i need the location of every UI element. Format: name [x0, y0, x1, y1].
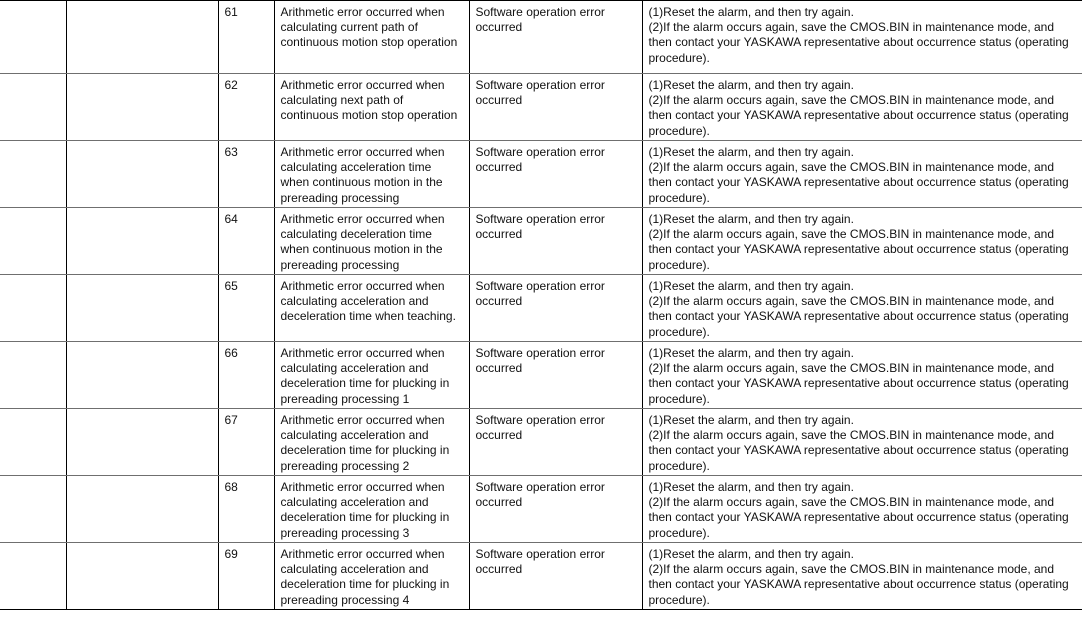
remedy-step: (2)If the alarm occurs again, save the CMOS.BIN in maintenance mode, and then contact your YASKAWA representative about occurrence status (operating procedure).: [648, 20, 1069, 65]
alarm-number-cell: [0, 275, 66, 342]
description-cell: Arithmetic error occurred when calculating acceleration and deceleration time for plucking in prereading processing 2: [274, 409, 469, 476]
sub-code-cell: 65: [218, 275, 274, 342]
remedy-cell: [642, 74, 1082, 141]
remedy-step: (2)If the alarm occurs again, save the CMOS.BIN in maintenance mode, and then contact your YASKAWA representative about occurrence status (operating procedure).: [648, 227, 1069, 272]
remedy-step: (1)Reset the alarm, and then try again.: [648, 212, 854, 226]
table-row: [0, 74, 1082, 141]
alarm-name-cell: [66, 1, 218, 74]
table-row: [0, 409, 1082, 476]
description-cell: Arithmetic error occurred when calculating acceleration and deceleration time when teaching.: [274, 275, 469, 342]
description-cell: Arithmetic error occurred when calculating acceleration and deceleration time for plucking in prereading processing 3: [274, 476, 469, 543]
description-cell: Arithmetic error occurred when calculating acceleration and deceleration time for plucking in prereading processing 1: [274, 342, 469, 409]
alarm-number-cell: [0, 1, 66, 74]
alarm-name-cell: [66, 409, 218, 476]
table-row: [0, 543, 1082, 610]
remedy-step: (1)Reset the alarm, and then try again.: [648, 480, 854, 494]
description-cell: Arithmetic error occurred when calculating next path of continuous motion stop operation: [274, 74, 469, 141]
cause-cell: Software operation error occurred: [469, 476, 642, 543]
remedy-step: (1)Reset the alarm, and then try again.: [648, 413, 854, 427]
remedy-step: (2)If the alarm occurs again, save the CMOS.BIN in maintenance mode, and then contact your YASKAWA representative about occurrence status (operating procedure).: [648, 495, 1069, 540]
remedy-cell: [642, 342, 1082, 409]
table-row: [0, 342, 1082, 409]
table-row: [0, 208, 1082, 275]
cause-cell: Software operation error occurred: [469, 74, 642, 141]
remedy-step: (2)If the alarm occurs again, save the CMOS.BIN in maintenance mode, and then contact your YASKAWA representative about occurrence status (operating procedure).: [648, 361, 1069, 406]
remedy-step: (1)Reset the alarm, and then try again.: [648, 346, 854, 360]
description-cell: Arithmetic error occurred when calculating acceleration and deceleration time for plucking in prereading processing 4: [274, 543, 469, 610]
remedy-step: (1)Reset the alarm, and then try again.: [648, 5, 854, 19]
alarm-name-cell: [66, 275, 218, 342]
remedy-step: (2)If the alarm occurs again, save the CMOS.BIN in maintenance mode, and then contact your YASKAWA representative about occurrence status (operating procedure).: [648, 428, 1069, 473]
description-cell: Arithmetic error occurred when calculating current path of continuous motion stop operation: [274, 1, 469, 74]
remedy-step: (1)Reset the alarm, and then try again.: [648, 78, 854, 92]
sub-code-cell: 69: [218, 543, 274, 610]
alarm-number-cell: [0, 476, 66, 543]
sub-code-cell: 67: [218, 409, 274, 476]
alarm-name-cell: [66, 476, 218, 543]
remedy-cell: [642, 1, 1082, 74]
remedy-cell: [642, 208, 1082, 275]
description-cell: Arithmetic error occurred when calculating deceleration time when continuous motion in the prereading processing: [274, 208, 469, 275]
sub-code-cell: 63: [218, 141, 274, 208]
description-cell: Arithmetic error occurred when calculating acceleration time when continuous motion in the prereading processing: [274, 141, 469, 208]
sub-code-cell: 62: [218, 74, 274, 141]
sub-code-cell: 68: [218, 476, 274, 543]
sub-code-cell: 66: [218, 342, 274, 409]
remedy-cell: [642, 543, 1082, 610]
cause-cell: Software operation error occurred: [469, 1, 642, 74]
table-row: [0, 275, 1082, 342]
alarm-name-cell: [66, 543, 218, 610]
cause-cell: Software operation error occurred: [469, 543, 642, 610]
remedy-step: (1)Reset the alarm, and then try again.: [648, 547, 854, 561]
remedy-step: (2)If the alarm occurs again, save the CMOS.BIN in maintenance mode, and then contact your YASKAWA representative about occurrence status (operating procedure).: [648, 160, 1069, 205]
alarm-table-body: [0, 1, 1082, 610]
remedy-cell: [642, 275, 1082, 342]
sub-code-cell: 64: [218, 208, 274, 275]
cause-cell: Software operation error occurred: [469, 208, 642, 275]
alarm-number-cell: [0, 208, 66, 275]
cause-cell: Software operation error occurred: [469, 275, 642, 342]
remedy-cell: [642, 476, 1082, 543]
remedy-step: (2)If the alarm occurs again, save the CMOS.BIN in maintenance mode, and then contact your YASKAWA representative about occurrence status (operating procedure).: [648, 562, 1069, 607]
alarm-name-cell: [66, 208, 218, 275]
remedy-cell: [642, 409, 1082, 476]
cause-cell: Software operation error occurred: [469, 342, 642, 409]
alarm-number-cell: [0, 543, 66, 610]
remedy-step: (1)Reset the alarm, and then try again.: [648, 279, 854, 293]
alarm-name-cell: [66, 342, 218, 409]
sub-code-cell: 61: [218, 1, 274, 74]
alarm-name-cell: [66, 74, 218, 141]
table-row: [0, 141, 1082, 208]
remedy-step: (1)Reset the alarm, and then try again.: [648, 145, 854, 159]
remedy-step: (2)If the alarm occurs again, save the CMOS.BIN in maintenance mode, and then contact your YASKAWA representative about occurrence status (operating procedure).: [648, 93, 1069, 138]
table-row: [0, 1, 1082, 74]
remedy-cell: [642, 141, 1082, 208]
alarm-number-cell: [0, 74, 66, 141]
alarm-number-cell: [0, 342, 66, 409]
alarm-name-cell: [66, 141, 218, 208]
table-row: [0, 476, 1082, 543]
cause-cell: Software operation error occurred: [469, 409, 642, 476]
alarm-number-cell: [0, 409, 66, 476]
alarm-number-cell: [0, 141, 66, 208]
cause-cell: Software operation error occurred: [469, 141, 642, 208]
remedy-step: (2)If the alarm occurs again, save the CMOS.BIN in maintenance mode, and then contact your YASKAWA representative about occurrence status (operating procedure).: [648, 294, 1069, 339]
